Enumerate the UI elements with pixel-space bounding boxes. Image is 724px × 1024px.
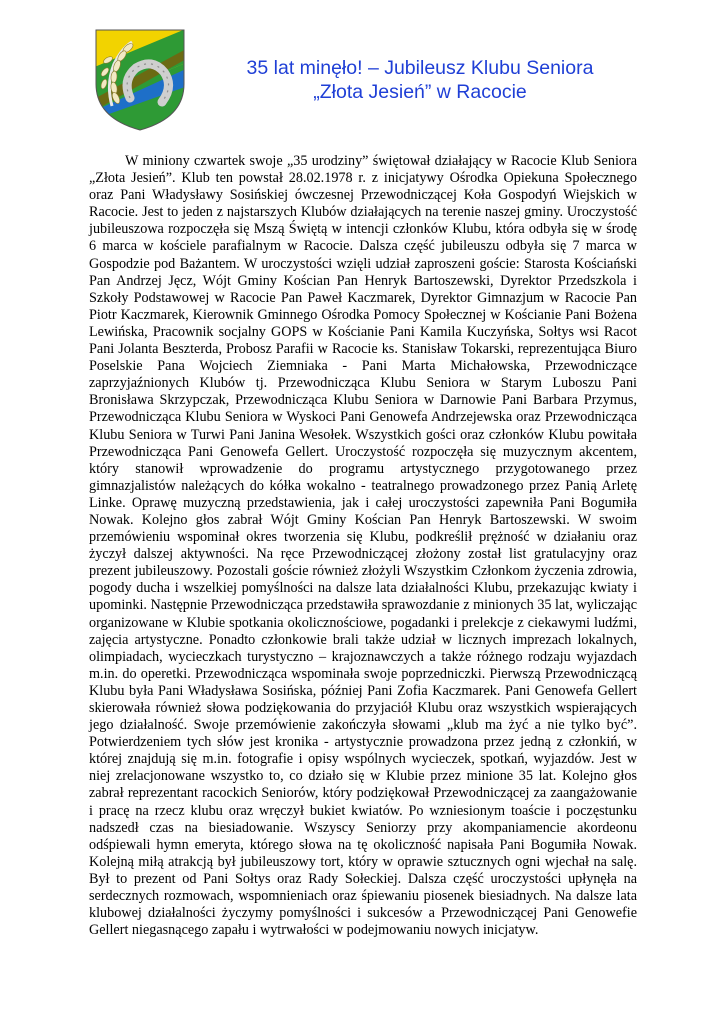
document-title [196, 56, 644, 104]
article-body [89, 153, 637, 939]
title-line-2: „Złota Jesień” w Racocie [313, 81, 527, 103]
coat-of-arms-icon [92, 28, 188, 132]
title-line-1: 35 lat minęło! – Jubileusz Klubu Seniora [246, 57, 594, 79]
article-paragraph: W miniony czwartek swoje „35 urodziny” świętował działający w Racocie Klub Seniora „Złota Jesień”. Klub ten powstał 28.02.1978 r. z inicjatywy Ośrodka Opiekuna Społecznego oraz Pani Władysławy Sosińskiej ówczesnej Przewodniczącej Koła Gospodyń Wiejskich w Racocie. Jest to jeden z najstarszych Klubów działających na terenie naszej gminy. Uroczystość jubileuszowa rozpoczęła się Mszą Świętą w intencji członków Klubu, która odbyła się w środę 6 marca w kościele parafialnym w Racocie. Dalsza część jubileuszu odbyła się 7 marca w Gospodzie pod Bażantem. W uroczystości wzięli udział zaproszeni goście: Starosta Kościański Pan Andrzej Jęcz, Wójt Gminy Kościan Pan Henryk Bartoszewski, Dyrektor Przedszkola i Szkoły Podstawowej w Racocie Pan Paweł Kaczmarek, Dyrektor Gimnazjum w Racocie Pan Piotr Kaczmarek, Kierownik Gminnego Ośrodka Pomocy Społecznej w Kościanie Pani Bożena Lewińska, Pracownik socjalny GOPS w Kościanie Pani Kamila Kuczyńska, Sołtys wsi Racot Pani Jolanta Beszterda, Probosz Parafii w Racocie ks. Stanisław Tokarski, reprezentująca Biuro Poselskie Pana Wojciech Ziemniaka - Pani Marta Michałowska, Przewodniczące zaprzyjaźnionych Klubów tj. Przewodnicząca Klubu Seniora w Starym Luboszu Pani Bronisława Skrzypczak, Przewodnicząca Klubu Seniora w Darnowie Pani Barbara Przymus, Przewodnicząca Klubu Seniora w Wyskoci Pani Genowefa Andrzejewska oraz Przewodnicząca Klubu Seniora w Turwi Pani Janina Wesołek. Wszystkich gości oraz członków Klubu powitała Przewodnicząca Pani Genowefa Gellert. Uroczystość rozpoczęła się muzycznym akcentem, który stanowił wprowadzenie do programu artystycznego przygotowanego przez gimnazjalistów należących do kółka wokalno - teatralnego prowadzonego przez Panią Arletę Linke. Oprawę muzyczną przedstawienia, jak i całej uroczystości zapewniła Pani Bogumiła Nowak. Kolejno głos zabrał Wójt Gminy Kościan Pan Henryk Bartoszewski. W swoim przemówieniu wspominał okres tworzenia się Klubu, podkreślił prężność w działaniu oraz życzył dalszej aktywności. Na ręce Przewodniczącej złożony został list gratulacyjny oraz prezent jubileuszowy. Pozostali goście również złożyli Wszystkim Członkom życzenia zdrowia, pogody ducha i wszelkiej pomyślności na dalsze lata działalności Klubu, przekazując kwiaty i upominki. Następnie Przewodnicząca przedstawiła sprawozdanie z minionych 35 lat, wyliczając organizowane w Klubie spotkania okolicznościowe, pogadanki i prelekcje z ciekawymi ludźmi, zajęcia artystyczne. Ponadto członkowie brali także udział w licznych imprezach lokalnych, olimpiadach, wycieczkach turystyczno – krajoznawczych a także różnego rodzaju wyjazdach m.in. do operetki. Przewodnicząca wspominała swoje poprzedniczki. Pierwszą Przewodniczącą Klubu była Pani Władysława Sosińska, później Pani Zofia Kaczmarek. Pani Genowefa Gellert skierowała również słowa podziękowania do przyjaciół Klubu oraz wszystkich wspierających jego działalność. Swoje przemówienie zakończyła słowami „klub ma żyć a nie tylko być”. Potwierdzeniem tych słów jest kronika - artystycznie prowadzona przez jedną z członkiń, w której znajdują się m.in. fotografie i opisy wspólnych wycieczek, spotkań, wyjazdów. Jest w niej zrelacjonowane wszystko to, co działo się w Klubie przez minione 35 lat. Kolejno głos zabrał reprezentant racockich Seniorów, który podziękował Przewodniczącej za zaangażowanie i pracę na rzecz klubu oraz wręczył bukiet kwiatów. Po wzniesionym toaście i poczęstunku nadszedł czas na biesiadowanie. Wszyscy Seniorzy przy akompaniamencie akordeonu odśpiewali hymn emeryta, którego słowa na tę okoliczność napisała Pani Bogumiła Nowak. Kolejną miłą atrakcją był jubileuszowy tort, który w oprawie sztucznych ogni wjechał na salę. Był to prezent od Pani Sołtys oraz Rady Sołeckiej. Dalsza część uroczystości upłynęła na serdecznych rozmowach, wspomnieniach oraz śpiewaniu piosenek biesiadnych. Na dalsze lata klubowej działalności życzymy pomyślności i sukcesów a Przewodniczącej Pani Genowefie Gellert niegasnącego zapału i wytrwałości w podejmowaniu nowych inicjatyw. [89, 153, 637, 939]
